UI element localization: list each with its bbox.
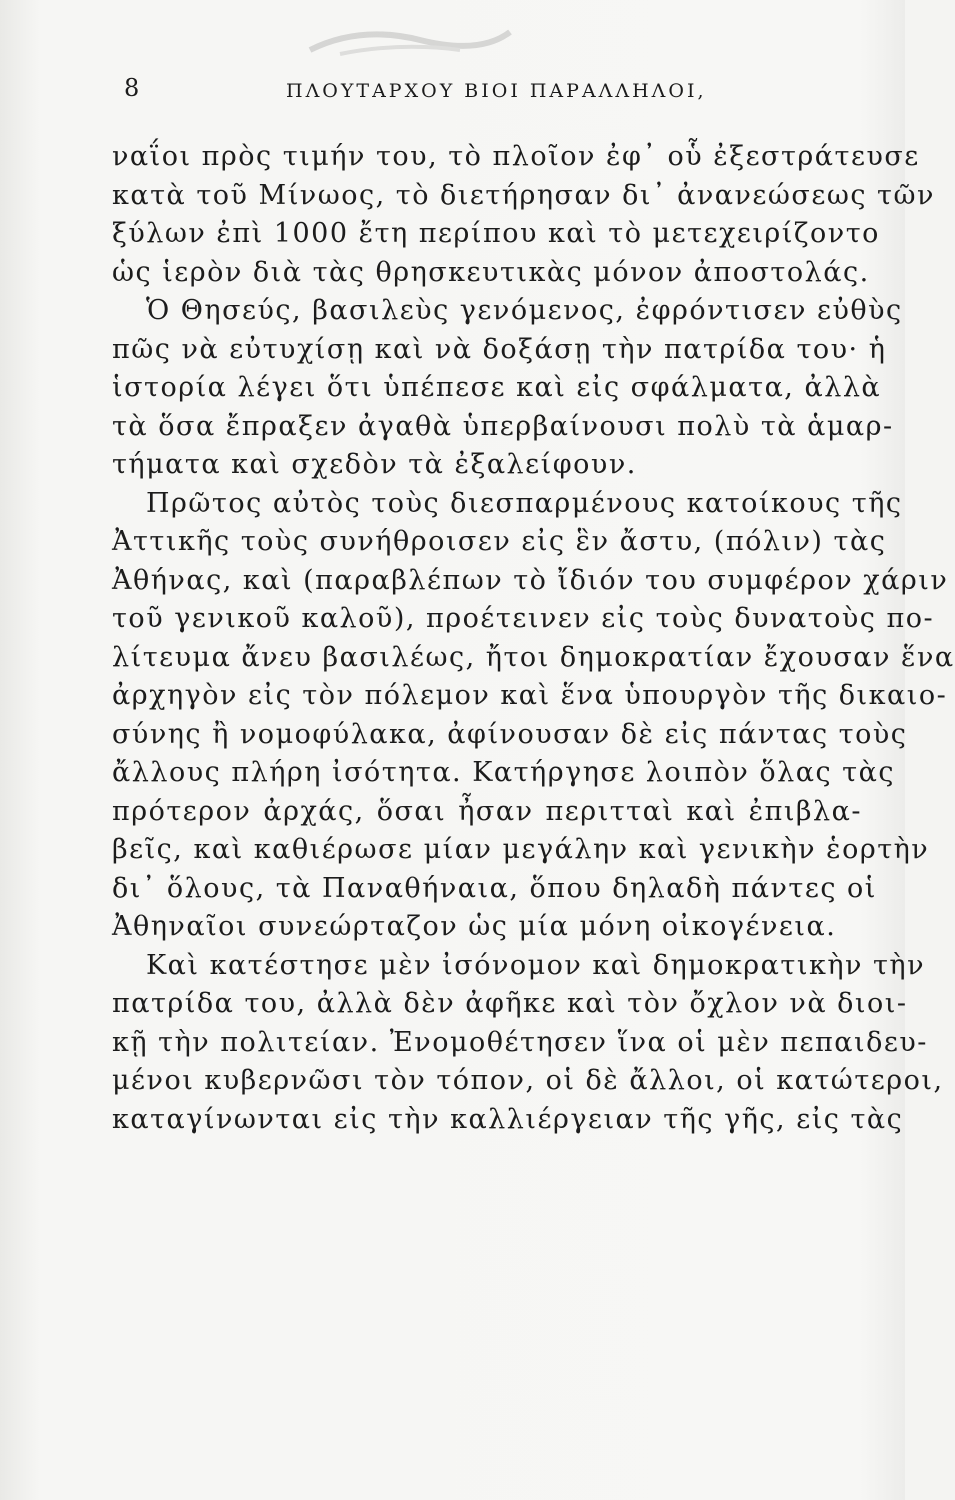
- text-line: ξύλων ἐπὶ 1000 ἔτη περίπου καὶ τὸ μετεχειρίζοντο: [112, 218, 880, 249]
- text-line: ὡς ἱερὸν διὰ τὰς θρησκευτικὰς μόνον ἀποστολάς.: [112, 256, 870, 288]
- text-line: τήματα καὶ σχεδὸν τὰ ἐξαλείφουν.: [112, 449, 637, 480]
- paragraph-start-line: Πρῶτος αὐτὸς τοὺς διεσπαρμένους κατοίκους τῆς: [146, 487, 903, 519]
- text-line: κατὰ τοῦ Μίνωος, τὸ διετήρησαν δι᾽ ἀνανεώσεως τῶν: [112, 179, 935, 211]
- text-line: πατρίδα του, ἀλλὰ δὲν ἀφῆκε καὶ τὸν ὄχλον νὰ διοι-: [112, 988, 908, 1019]
- text-line: Ἀθήνας, καὶ (παραβλέπων τὸ ἴδιόν του συμφέρον χάριν: [112, 564, 949, 596]
- text-line: πρότερον ἀρχάς, ὅσαι ἦσαν περιτταὶ καὶ ἐπιβλα-: [112, 795, 862, 827]
- text-line: μένοι κυβερνῶσι τὸν τόπον, οἱ δὲ ἄλλοι, οἱ κατώτεροι,: [112, 1065, 944, 1096]
- text-line: πῶς νὰ εὐτυχίσῃ καὶ νὰ δοξάσῃ τὴν πατρίδα του· ἡ: [112, 333, 887, 365]
- text-line: τοῦ γενικοῦ καλοῦ), προέτεινεν εἰς τοὺς δυνατοὺς πο-: [112, 603, 935, 634]
- text-line: ἀρχηγὸν εἰς τὸν πόλεμον καὶ ἕνα ὑπουργὸν τῆς δικαιο-: [112, 680, 948, 711]
- paragraph-start-line: Καὶ κατέστησε μὲν ἰσόνομον καὶ δημοκρατικὴν τὴν: [146, 949, 926, 981]
- text-line: κῇ τὴν πολιτείαν. Ἐνομοθέτησεν ἵνα οἱ μὲν πεπαιδευ-: [112, 1026, 928, 1058]
- text-line: τὰ ὅσα ἔπραξεν ἀγαθὰ ὑπερβαίνουσι πολὺ τὰ ἁμαρ-: [112, 410, 894, 442]
- paragraph-start-line: Ὁ Θησεύς, βασιλεὺς γενόμενος, ἐφρόντισεν εὐθὺς: [146, 295, 903, 326]
- text-line: δι᾽ ὅλους, τὰ Παναθήναια, ὅπου δηλαδὴ πάντες οἱ: [112, 872, 877, 904]
- text-line: ναΐοι πρὸς τιμήν του, τὸ πλοῖον ἐφ᾽ οὗ ἐξεστράτευσε: [112, 141, 920, 172]
- text-line: βεῖς, καὶ καθιέρωσε μίαν μεγάλην καὶ γενικὴν ἑορτὴν: [112, 834, 930, 865]
- running-title: ΠΛΟΥΤΑΡΧΟΥ ΒΙΟΙ ΠΑΡΑΛΛΗΛΟΙ,: [286, 80, 707, 102]
- text-line: ἱστορία λέγει ὅτι ὑπέπεσε καὶ εἰς σφάλματα, ἀλλὰ: [112, 372, 882, 403]
- body-text: [112, 138, 955, 1139]
- page-number: 8: [124, 74, 140, 102]
- ink-smudge-mark: [300, 20, 520, 60]
- page-header: [124, 72, 864, 112]
- text-line: σύνης ἢ νομοφύλακα, ἀφίνουσαν δὲ εἰς πάντας τοὺς: [112, 718, 908, 750]
- text-line: καταγίνωνται εἰς τὴν καλλιέργειαν τῆς γῆς, εἰς τὰς: [112, 1103, 904, 1135]
- text-line: λίτευμα ἄνευ βασιλέως, ἤτοι δημοκρατίαν ἔχουσαν ἕνα: [112, 641, 955, 673]
- text-line: ἄλλους πλήρη ἰσότητα. Κατήργησε λοιπὸν ὅλας τὰς: [112, 757, 895, 788]
- text-line: Ἀθηναῖοι συνεώρταζον ὡς μία μόνη οἰκογένεια.: [112, 911, 837, 942]
- text-line: Ἀττικῆς τοὺς συνήθροισεν εἰς ἓν ἄστυ, (πόλιν) τὰς: [112, 526, 887, 557]
